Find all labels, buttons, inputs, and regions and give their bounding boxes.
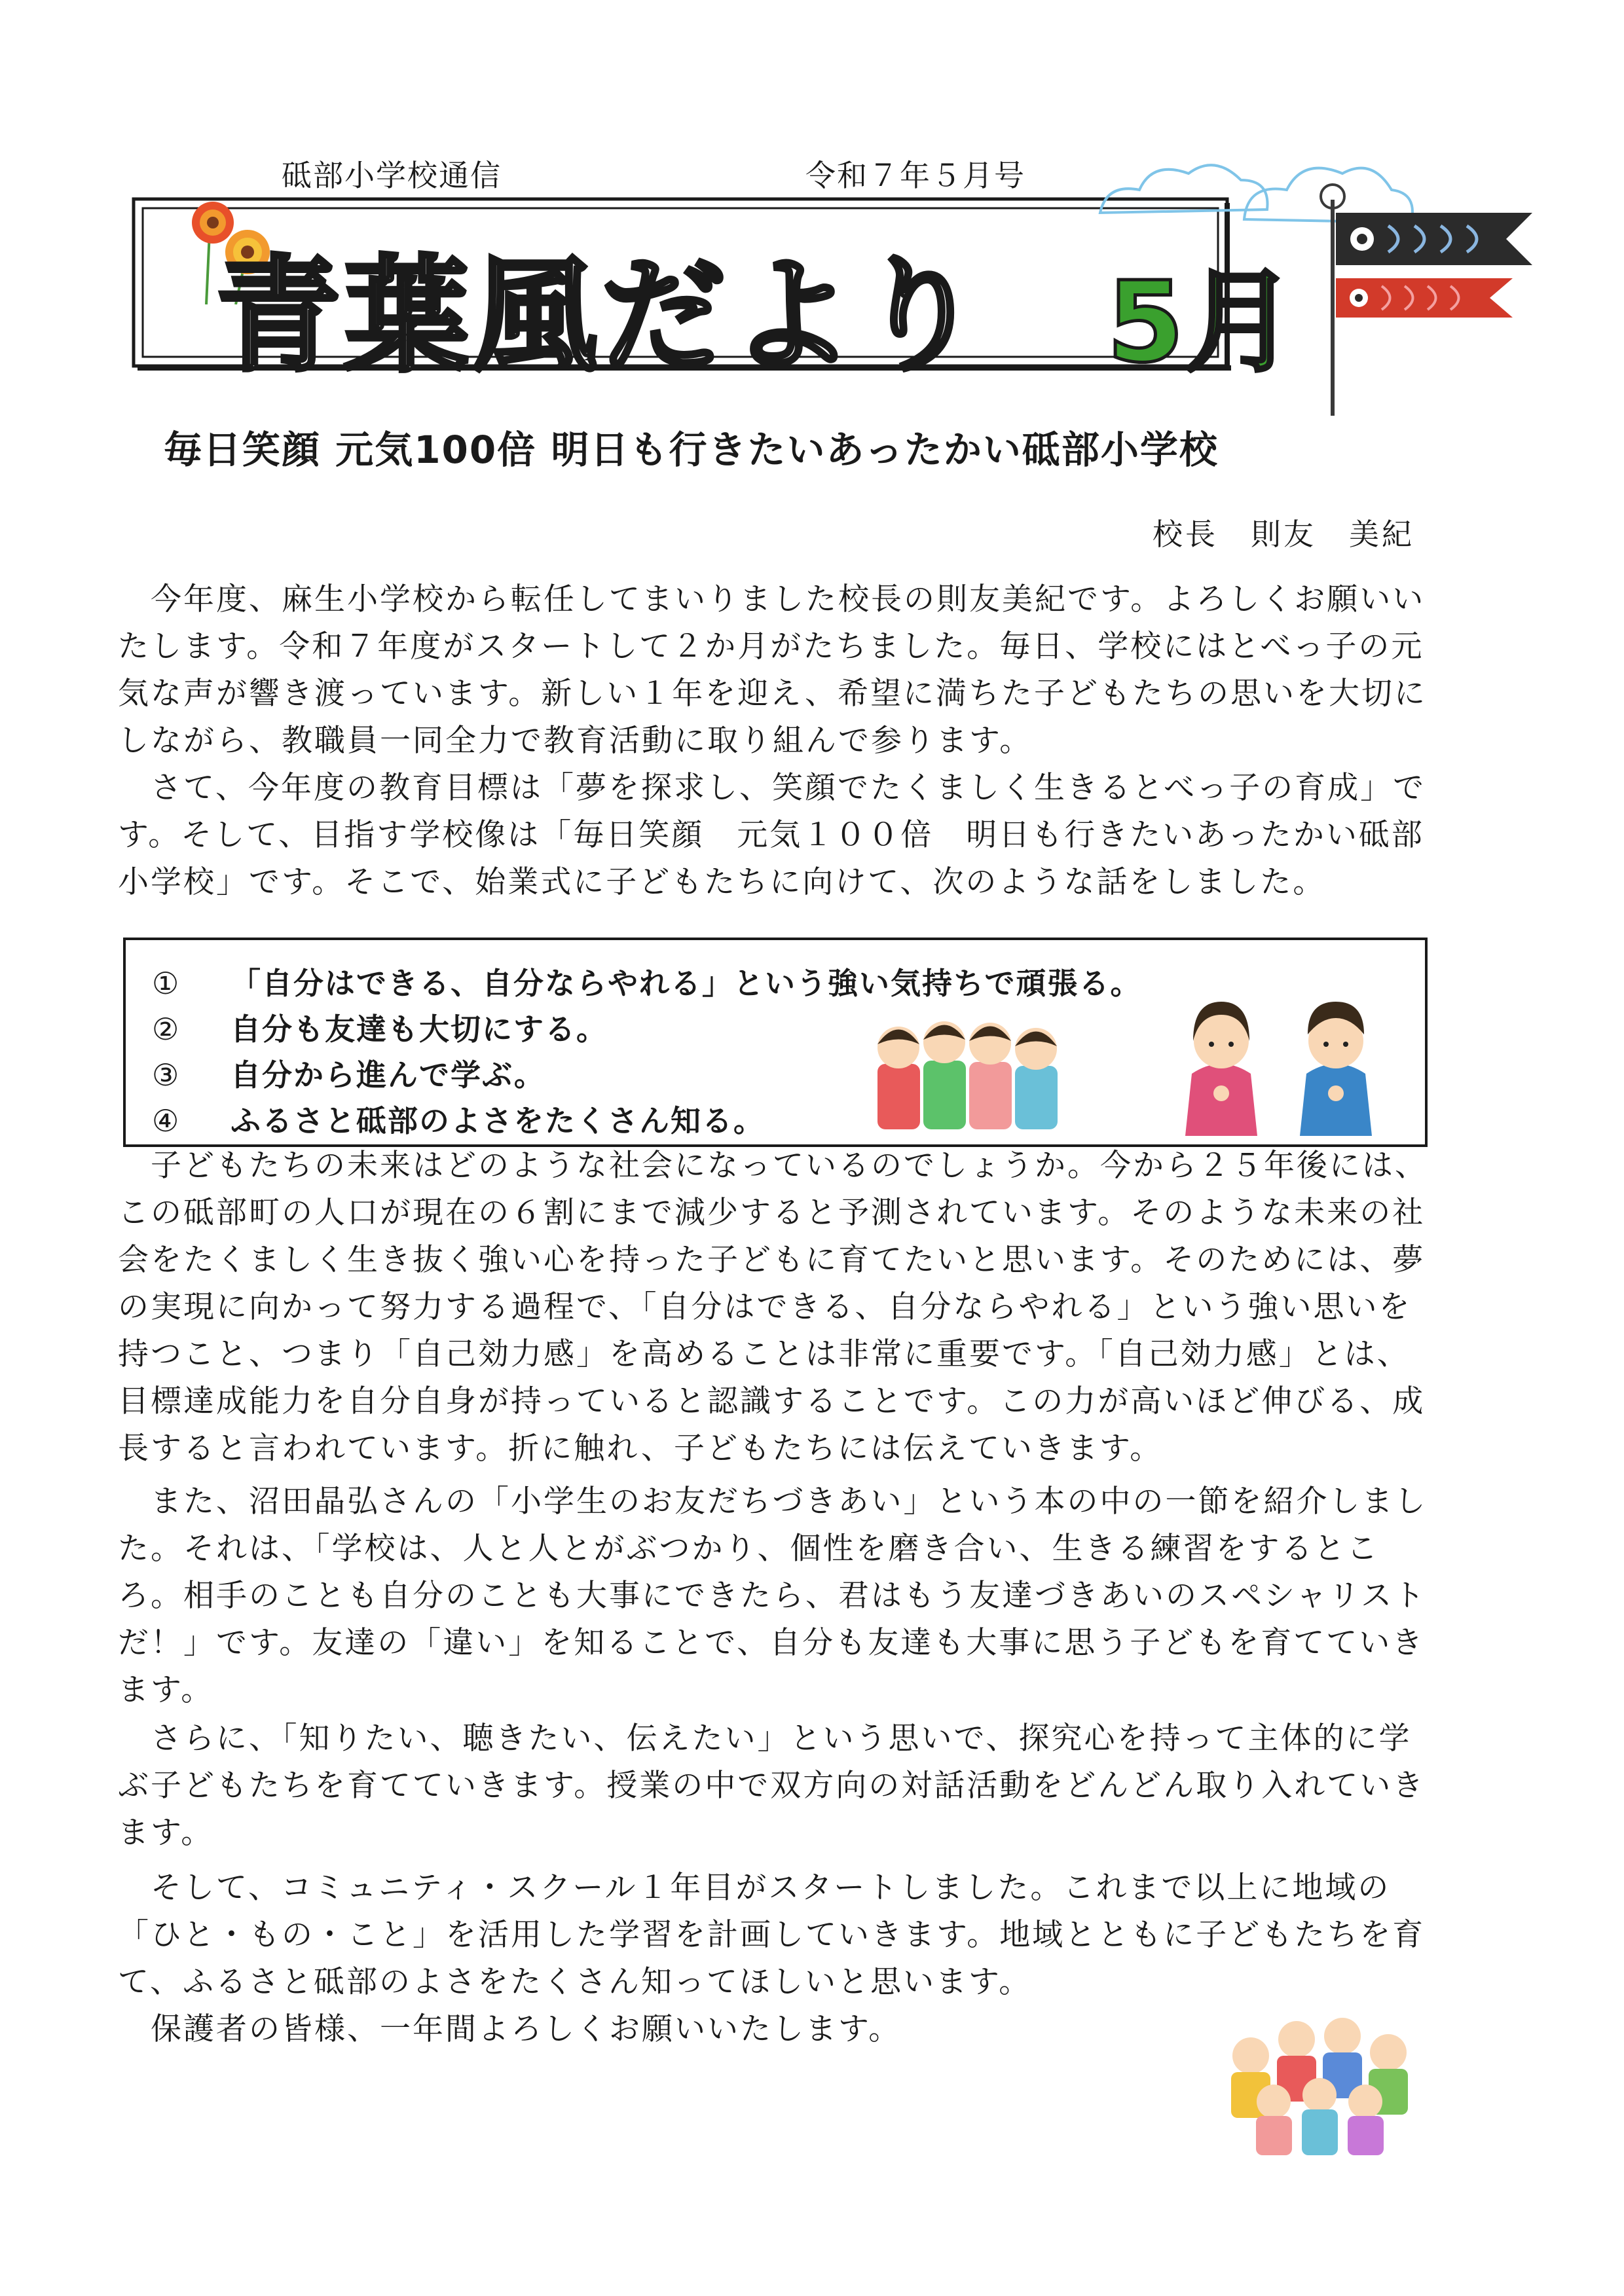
community-illustration: [1211, 2003, 1428, 2160]
paragraph-future: 子どもたちの未来はどのような社会になっているのでしょうか。今から２５年後には、 この砥部町の人口が現在の６割にまで減少すると予測されています。そのような未来の社 会をたくましく生き抜く強い心を持った子どもに育てたいと思います。そのためには、夢 の実現に向かって努力する過程で、「自分はできる、自分ならやれる」という強い思いを 持つこと、つまり「自己効力感」を高めることは非常に重要です。「自己効力感」とは、 目標達成能力を自分自身が持っていると認識することです。この力が高いほど伸びる、成 長すると言われています。折に触れ、子どもたちには伝えていきます。: [118, 1148, 1428, 1467]
goal-item: [152, 1006, 608, 1049]
author-line: 校長 則友 美紀: [1153, 517, 1414, 552]
paragraph-community: そして、コミュニティ・スクール１年目がスタートしました。これまで以上に地域の 「ひと・もの・こと」を活用した学習を計画していきます。地域とともに子どもたちを育 て、ふるさと砥部のよさをたくさん知ってほしいと思います。 保護者の皆様、一年間よろしくお願いいたします。: [118, 1870, 1426, 2047]
goal-number: ①: [152, 966, 181, 1001]
goal-number: ③: [152, 1057, 181, 1093]
month-label: 5月: [1107, 258, 1296, 388]
goal-item: [152, 960, 1142, 1003]
issue-date: 令和７年５月号: [805, 158, 1025, 193]
paragraph-greeting: 今年度、麻生小学校から転任してまいりました校長の則友美紀です。よろしくお願いい たします。令和７年度がスタートして２か月がたちました。毎日、学校にはとべっ子の元 気な声が響き渡っています。新しい１年を迎え、希望に満ちた子どもたちの思いを大切に しながら、教職員一同全力で教育活動に取り組んで参ります。: [118, 581, 1428, 759]
paragraph-inquiry: さらに、「知りたい、聴きたい、伝えたい」という思いで、探究心を持って主体的に学 ぶ子どもたちを育てていきます。授業の中で双方向の対話活動をどんどん取り入れていき ます。: [118, 1721, 1426, 1851]
paragraph-friendship: また、沼田晶弘さんの「小学生のお友だちづきあい」という本の中の一節を紹介しまし た。それは、「学校は、人と人とがぶつかり、個性を磨き合い、生きる練習をするとこ ろ。相手のことも自分のことも大事にできたら、君はもう友達づきあいのスペシャリスト だ！」です。友達の「違い」を知ることで、自分も友達も大事に思う子どもを育てていき ます。: [118, 1484, 1428, 1708]
goal-number: ④: [152, 1103, 181, 1139]
goal-item: [152, 1097, 765, 1140]
newsletter-title: 青葉風だより: [216, 244, 987, 388]
girl-illustration: [1179, 995, 1264, 1139]
goal-text: 自分から進んで学ぶ。: [231, 1057, 545, 1093]
school-newsletter-label: 砥部小学校通信: [282, 158, 502, 193]
goal-number: ②: [152, 1011, 181, 1047]
headline: 毎日笑顔 元気100倍 明日も行きたいあったかい砥部小学校: [164, 428, 1219, 472]
koinobori-icon: [1074, 141, 1545, 416]
boy-illustration: [1293, 995, 1378, 1139]
goal-text: 自分も友達も大切にする。: [231, 1011, 608, 1047]
children-group-illustration: [871, 1002, 1074, 1133]
goal-text: 「自分はできる、自分ならやれる」という強い気持ちで頑張る。: [231, 966, 1142, 1001]
paragraph-goals-intro: さて、今年度の教育目標は「夢を探求し、笑顔でたくましく生きるとべっ子の育成」で す。そして、目指す学校像は「毎日笑顔 元気１００倍 明日も行きたいあったかい砥部 小学校」です。そこで、始業式に子どもたちに向けて、次のような話をしました。: [118, 770, 1426, 900]
goal-text: ふるさと砥部のよさをたくさん知る。: [231, 1103, 765, 1139]
goal-item: [152, 1051, 545, 1095]
